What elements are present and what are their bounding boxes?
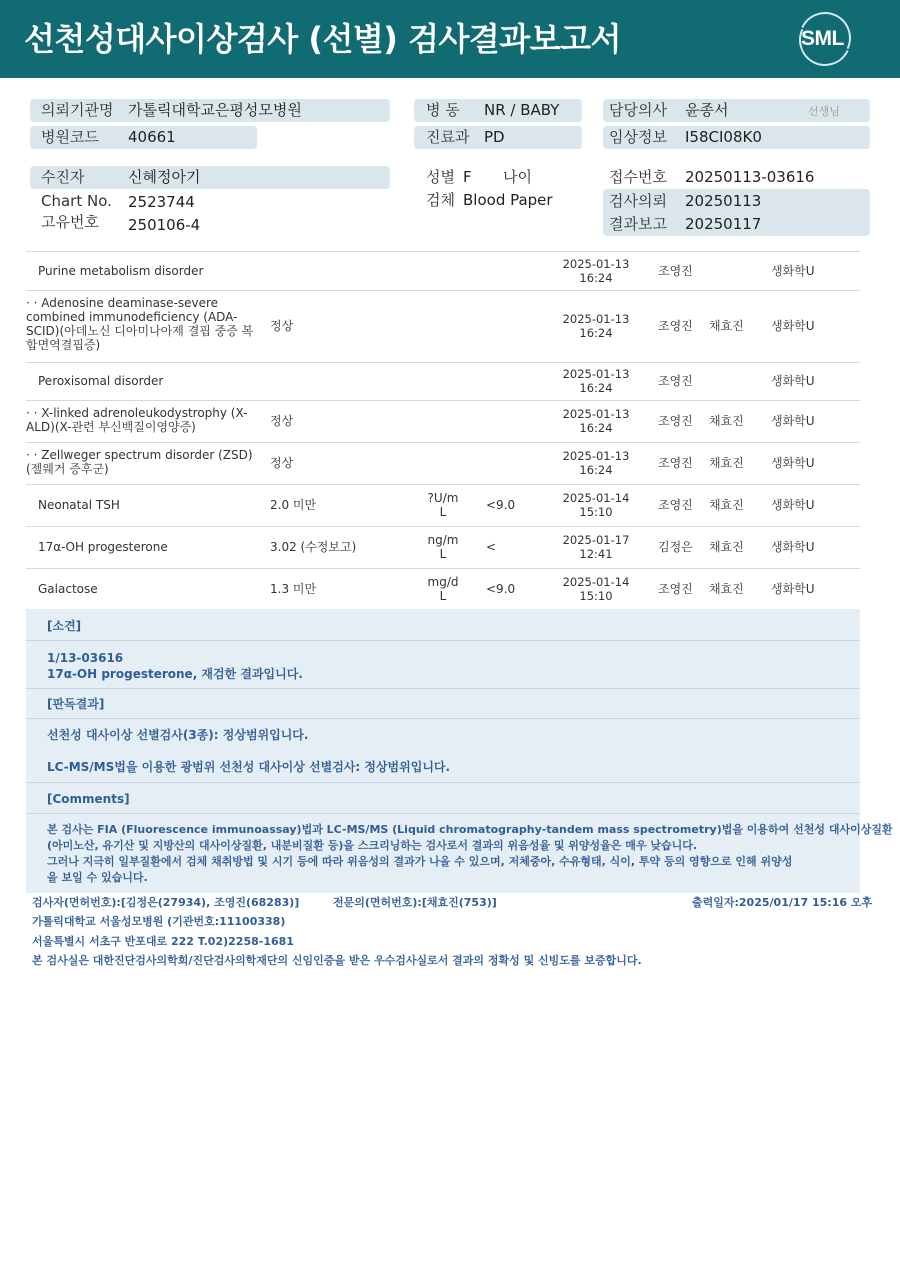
hospital-code-value: 40661: [128, 128, 176, 146]
patient-value: 신혜정아기: [128, 168, 201, 186]
lab-department: 생화학U: [771, 456, 815, 470]
dept-value: PD: [484, 128, 505, 146]
examiner-name: 조영진: [658, 319, 693, 333]
test-date: 2025-01-13: [562, 312, 630, 326]
examiner-name: 조영진: [658, 498, 693, 512]
finding-line: 1/13-03616: [47, 651, 124, 665]
comments-header: [Comments]: [47, 792, 130, 806]
age-label: 나이: [503, 168, 532, 186]
hospital-code-label: 병원코드: [41, 128, 99, 146]
table-row: [26, 484, 860, 526]
patient-label: 수진자: [41, 168, 85, 186]
test-name: Purine metabolism disorder: [38, 264, 204, 278]
doctor-value: 윤종서: [685, 101, 729, 119]
judgment-line: 선천성 대사이상 선별검사(3종): 정상범위입니다.: [47, 728, 309, 742]
request-label: 검사의뢰: [609, 192, 667, 210]
comments-line: 을 보일 수 있습니다.: [47, 871, 148, 884]
ward-value: NR / BABY: [484, 101, 560, 119]
unique-label: 고유번호: [41, 213, 99, 231]
ward-label: 병 동: [426, 101, 460, 119]
test-time: 12:41: [579, 547, 613, 561]
test-time: 16:24: [579, 326, 613, 340]
reference-range: <9.0: [486, 498, 516, 512]
report-header: [0, 0, 900, 78]
specialist-name: 채효진: [709, 540, 744, 554]
receipt-value: 20250113-03616: [685, 168, 815, 186]
table-row: [26, 526, 860, 568]
chart-value: 2523744: [128, 193, 195, 211]
comments-line: 본 검사는 FIA (Fluorescence immunoassay)법과 LC-MS/MS (Liquid chromatography-tandem mass spectrometry)법을 이용하여 선천성 대사이상질환: [47, 823, 893, 836]
lab-department: 생화학U: [771, 498, 815, 512]
table-row: [26, 290, 860, 362]
lab-department: 생화학U: [771, 414, 815, 428]
specimen-label: 검체: [426, 191, 455, 209]
test-name: Neonatal TSH: [38, 498, 120, 512]
hospital-text: 가톨릭대학교 서울성모병원 (기관번호:11100338): [32, 915, 286, 928]
specialist-name: 채효진: [709, 582, 744, 596]
report-date-value: 20250117: [685, 215, 762, 233]
examiner-name: 김정은: [658, 540, 693, 554]
test-time: 16:24: [579, 271, 613, 285]
lab-department: 생화학U: [771, 374, 815, 388]
doctor-label: 담당의사: [609, 101, 667, 119]
table-row: [26, 568, 860, 610]
doctor-suffix: 선생님: [808, 105, 840, 118]
test-time: 16:24: [579, 463, 613, 477]
examiners-text: 검사자(면허번호):[김정은(27934), 조영진(68283)]: [32, 896, 300, 909]
table-row: [26, 400, 860, 442]
specialist-name: 채효진: [709, 319, 744, 333]
certification-text: 본 검사실은 대한진단검사의학회/진단검사의학재단의 신임인증을 받은 우수검사실로서 결과의 정확성 및 신빙도를 보증합니다.: [32, 954, 642, 967]
test-date: 2025-01-13: [562, 449, 630, 463]
specialist-name: 채효진: [709, 414, 744, 428]
report-date-label: 결과보고: [609, 215, 667, 233]
judgment-header: [판독결과]: [47, 697, 105, 711]
test-result: 정상: [270, 319, 294, 333]
test-unit: ng/mL: [427, 533, 459, 561]
specialist-name: 채효진: [709, 456, 744, 470]
request-value: 20250113: [685, 192, 762, 210]
lab-department: 생화학U: [771, 582, 815, 596]
divider: [26, 688, 860, 689]
clinical-label: 임상정보: [609, 128, 667, 146]
divider: [26, 813, 860, 814]
logo-text: SML: [801, 27, 844, 50]
print-date-text: 출력일자:2025/01/17 15:16 오후: [692, 896, 873, 909]
lab-department: 생화학U: [771, 319, 815, 333]
sml-logo-icon: [797, 12, 853, 66]
test-date: 2025-01-13: [562, 367, 630, 381]
unique-value: 250106-4: [128, 216, 201, 234]
examiner-name: 조영진: [658, 582, 693, 596]
table-row: [26, 362, 860, 400]
clinical-value: I58CI08K0: [685, 128, 762, 146]
test-time: 15:10: [579, 589, 613, 603]
specialist-text: 전문의(면허번호):[채효진(753)]: [333, 896, 497, 909]
reference-range: <9.0: [486, 582, 516, 596]
test-name: · · Adenosine deaminase-severe combined immunodeficiency (ADA-SCID)(아데노신 디아미나아제 결핍 중증 복합면역결핍증): [26, 296, 254, 352]
test-name: · · Zellweger spectrum disorder (ZSD)(젤웨거 증후군): [26, 448, 253, 476]
sex-label: 성별: [426, 168, 455, 186]
test-result: 1.3 미만: [270, 582, 317, 596]
test-result: 2.0 미만: [270, 498, 317, 512]
examiner-name: 조영진: [658, 264, 693, 278]
finding-header: [소견]: [47, 619, 82, 633]
test-name: Galactose: [38, 582, 98, 596]
test-time: 15:10: [579, 505, 613, 519]
test-date: 2025-01-13: [562, 257, 630, 271]
test-time: 16:24: [579, 381, 613, 395]
institution-value: 가톨릭대학교은평성모병원: [128, 101, 302, 119]
comments-line: (아미노산, 유기산 및 지방산의 대사이상질환, 내분비질환 등)을 스크리닝하는 검사로서 결과의 위음성율 및 위양성율은 매우 낮습니다.: [47, 839, 698, 852]
test-name: 17α-OH progesterone: [38, 540, 168, 554]
table-row: [26, 442, 860, 484]
test-result: 정상: [270, 456, 294, 470]
test-unit: mg/dL: [427, 575, 459, 603]
judgment-line: LC-MS/MS법을 이용한 광범위 선천성 대사이상 선별검사: 정상범위입니다.: [47, 760, 451, 774]
table-row: [26, 252, 860, 290]
lab-department: 생화학U: [771, 540, 815, 554]
specimen-value: Blood Paper: [463, 191, 553, 209]
institution-label: 의뢰기관명: [41, 101, 114, 119]
divider: [26, 640, 860, 641]
examiner-name: 조영진: [658, 414, 693, 428]
sex-value: F: [463, 168, 472, 186]
test-date: 2025-01-14: [562, 575, 630, 589]
test-date: 2025-01-17: [562, 533, 630, 547]
report-title: 선천성대사이상검사 (선별) 검사결과보고서: [24, 20, 621, 58]
test-date: 2025-01-13: [562, 407, 630, 421]
specialist-name: 채효진: [709, 498, 744, 512]
chart-label: Chart No.: [41, 192, 112, 210]
divider: [26, 782, 860, 783]
comments-line: 그러나 지극히 일부질환에서 검체 채취방법 및 시기 등에 따라 위음성의 결과가 나올 수 있으며, 저체중아, 수유형태, 식이, 투약 등의 영향으로 인해 위양성: [47, 855, 793, 868]
test-time: 16:24: [579, 421, 613, 435]
receipt-label: 접수번호: [609, 168, 667, 186]
address-text: 서울특별시 서초구 반포대로 222 T.02)2258-1681: [32, 935, 294, 948]
divider: [26, 718, 860, 719]
test-date: 2025-01-14: [562, 491, 630, 505]
notes-panel: [26, 609, 893, 893]
test-name: · · X-linked adrenoleukodystrophy (X-ALD)(X-관련 부신백질이영양증): [26, 406, 248, 434]
examiner-name: 조영진: [658, 456, 693, 470]
reference-range: <: [486, 540, 497, 554]
test-result: 정상: [270, 414, 294, 428]
test-unit: ?U/mL: [427, 491, 459, 519]
dept-label: 진료과: [426, 128, 470, 146]
test-result: 3.02 (수정보고): [270, 540, 357, 554]
finding-line: 17α-OH progesterone, 재검한 결과입니다.: [47, 667, 303, 681]
examiner-name: 조영진: [658, 374, 693, 388]
lab-department: 생화학U: [771, 264, 815, 278]
test-name: Peroxisomal disorder: [38, 374, 164, 388]
